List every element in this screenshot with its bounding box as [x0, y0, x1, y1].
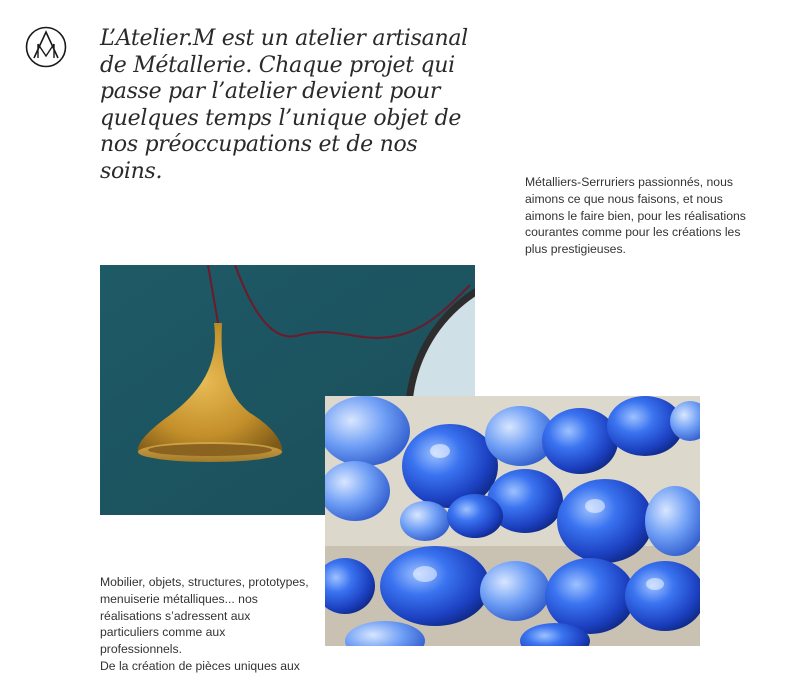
bottom-text: [100, 574, 310, 675]
intro-headline: L’Atelier.M est un atelier artisanal de Métallerie. Chaque projet qui passe par l’atelier devient pour quelques temps l’unique objet de nos préoccupations et de nos soins.: [100, 26, 468, 184]
bottom-text-line-2: De la création de pièces uniques aux: [100, 658, 300, 673]
blue-glass-beads-image: [325, 396, 700, 646]
glass-beads-photo: [325, 396, 700, 646]
bottom-text-line-1: Mobilier, objets, structures, prototypes, menuiserie métalliques... nos réalisations s’adressent aux particuliers comme aux professionnels.: [100, 575, 309, 657]
intro-side-text: Métalliers-Serruriers passionnés, nous aimons ce que nous faisons, et nous aimons le faire bien, pour les réalisations courantes comme pour les créations les plus prestigieuses.: [525, 175, 746, 257]
atelier-m-logo-icon[interactable]: [25, 26, 67, 68]
